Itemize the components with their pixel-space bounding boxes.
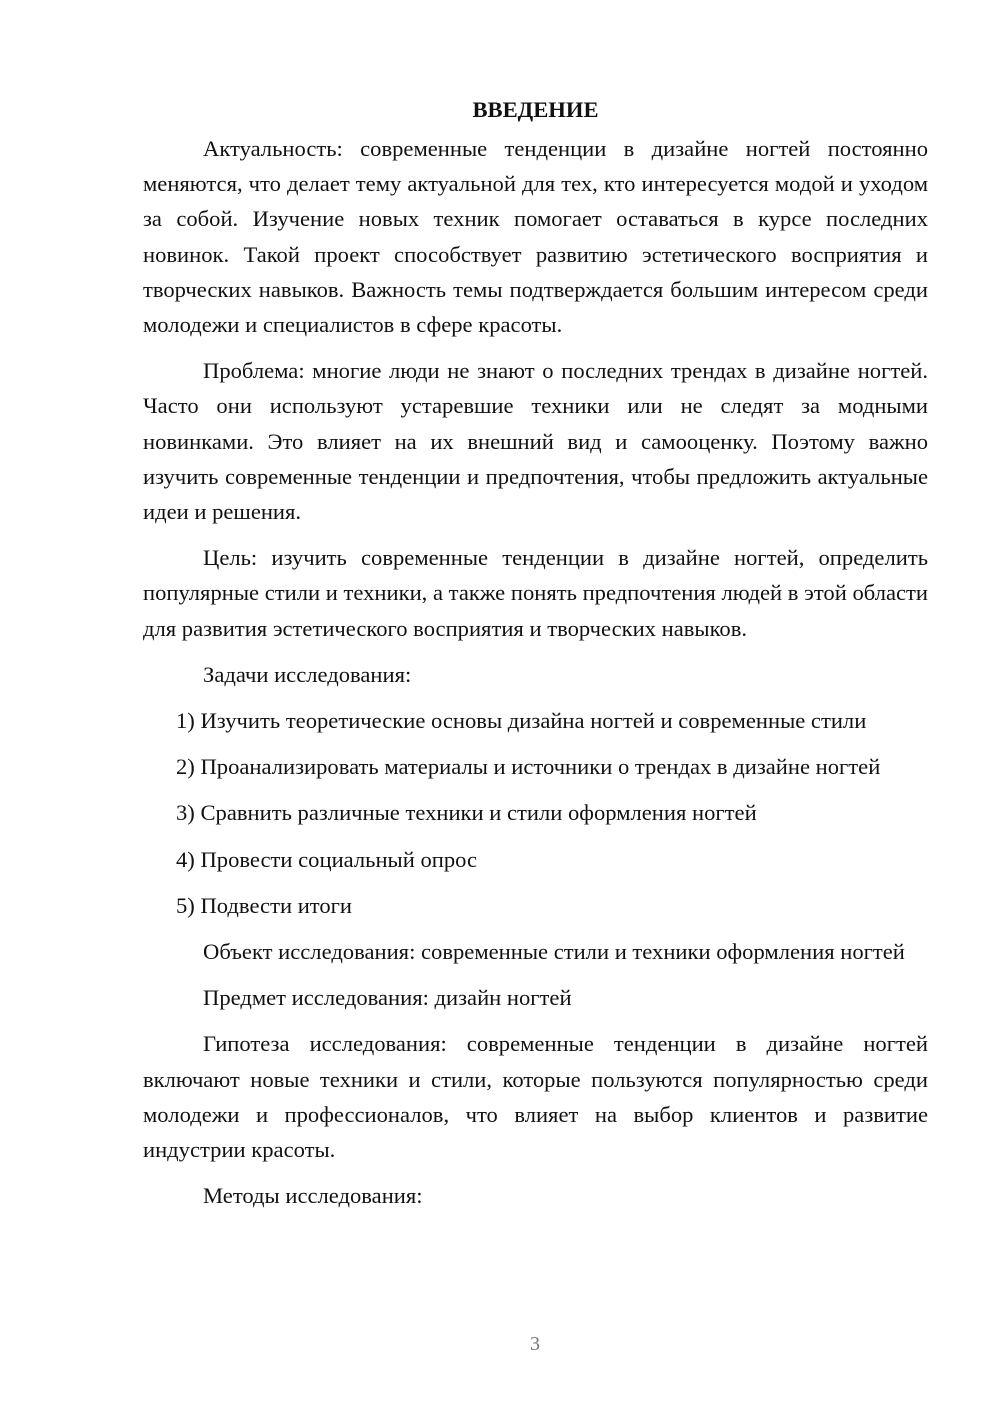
task-item: 4) Провести социальный опрос [176,846,478,872]
section-title: ВВЕДЕНИЕ [472,97,599,122]
paragraph-relevance: Актуальность: современные тенденции в дизайне ногтей постоянно меняются, что делает тему актуальной для тех, кто интересуется модой и уходом за собой. Изучение новых техник помогает оставаться в курсе последних новинок. Такой проект способствует развитию эстетического восприятия и творческих навыков. Важность темы подтверждается большим интересом среди молодежи и специалистов в сфере красоты. [143,136,928,338]
paragraph-subject: Предмет исследования: дизайн ногтей [203,985,572,1011]
page-number: 3 [530,1333,540,1355]
paragraph-problem: Проблема: многие люди не знают о последних трендах в дизайне ногтей. Часто они используют устаревшие техники или не следят за модными новинками. Это влияет на их внешний вид и самооценку. Поэтому важно изучить современные тенденции и предпочтения, чтобы предложить актуальные идеи и решения. [143,358,928,525]
paragraph-methods: Методы исследования: [203,1183,423,1209]
task-item: 3) Сравнить различные техники и стили оформления ногтей [176,800,757,826]
page-content [143,92,928,1213]
paragraph-goal: Цель: изучить современные тенденции в дизайне ногтей, определить популярные стили и техники, а также понять предпочтения людей в этой области для развития эстетического восприятия и творческих навыков. [143,545,928,641]
paragraph-object: Объект исследования: современные стили и техники оформления ногтей [203,939,905,965]
task-item: 1) Изучить теоретические основы дизайна ногтей и современные стили [176,708,867,734]
paragraph-tasks-heading: Задачи исследования: [203,661,412,687]
task-item: 2) Проанализировать материалы и источники о трендах в дизайне ногтей [176,754,881,780]
paragraph-hypothesis: Гипотеза исследования: современные тенденции в дизайне ногтей включают новые техники и стили, которые пользуются популярностью среди молодежи и профессионалов, что влияет на выбор клиентов и развитие индустрии красоты. [143,1031,928,1163]
task-item: 5) Подвести итоги [176,892,353,918]
